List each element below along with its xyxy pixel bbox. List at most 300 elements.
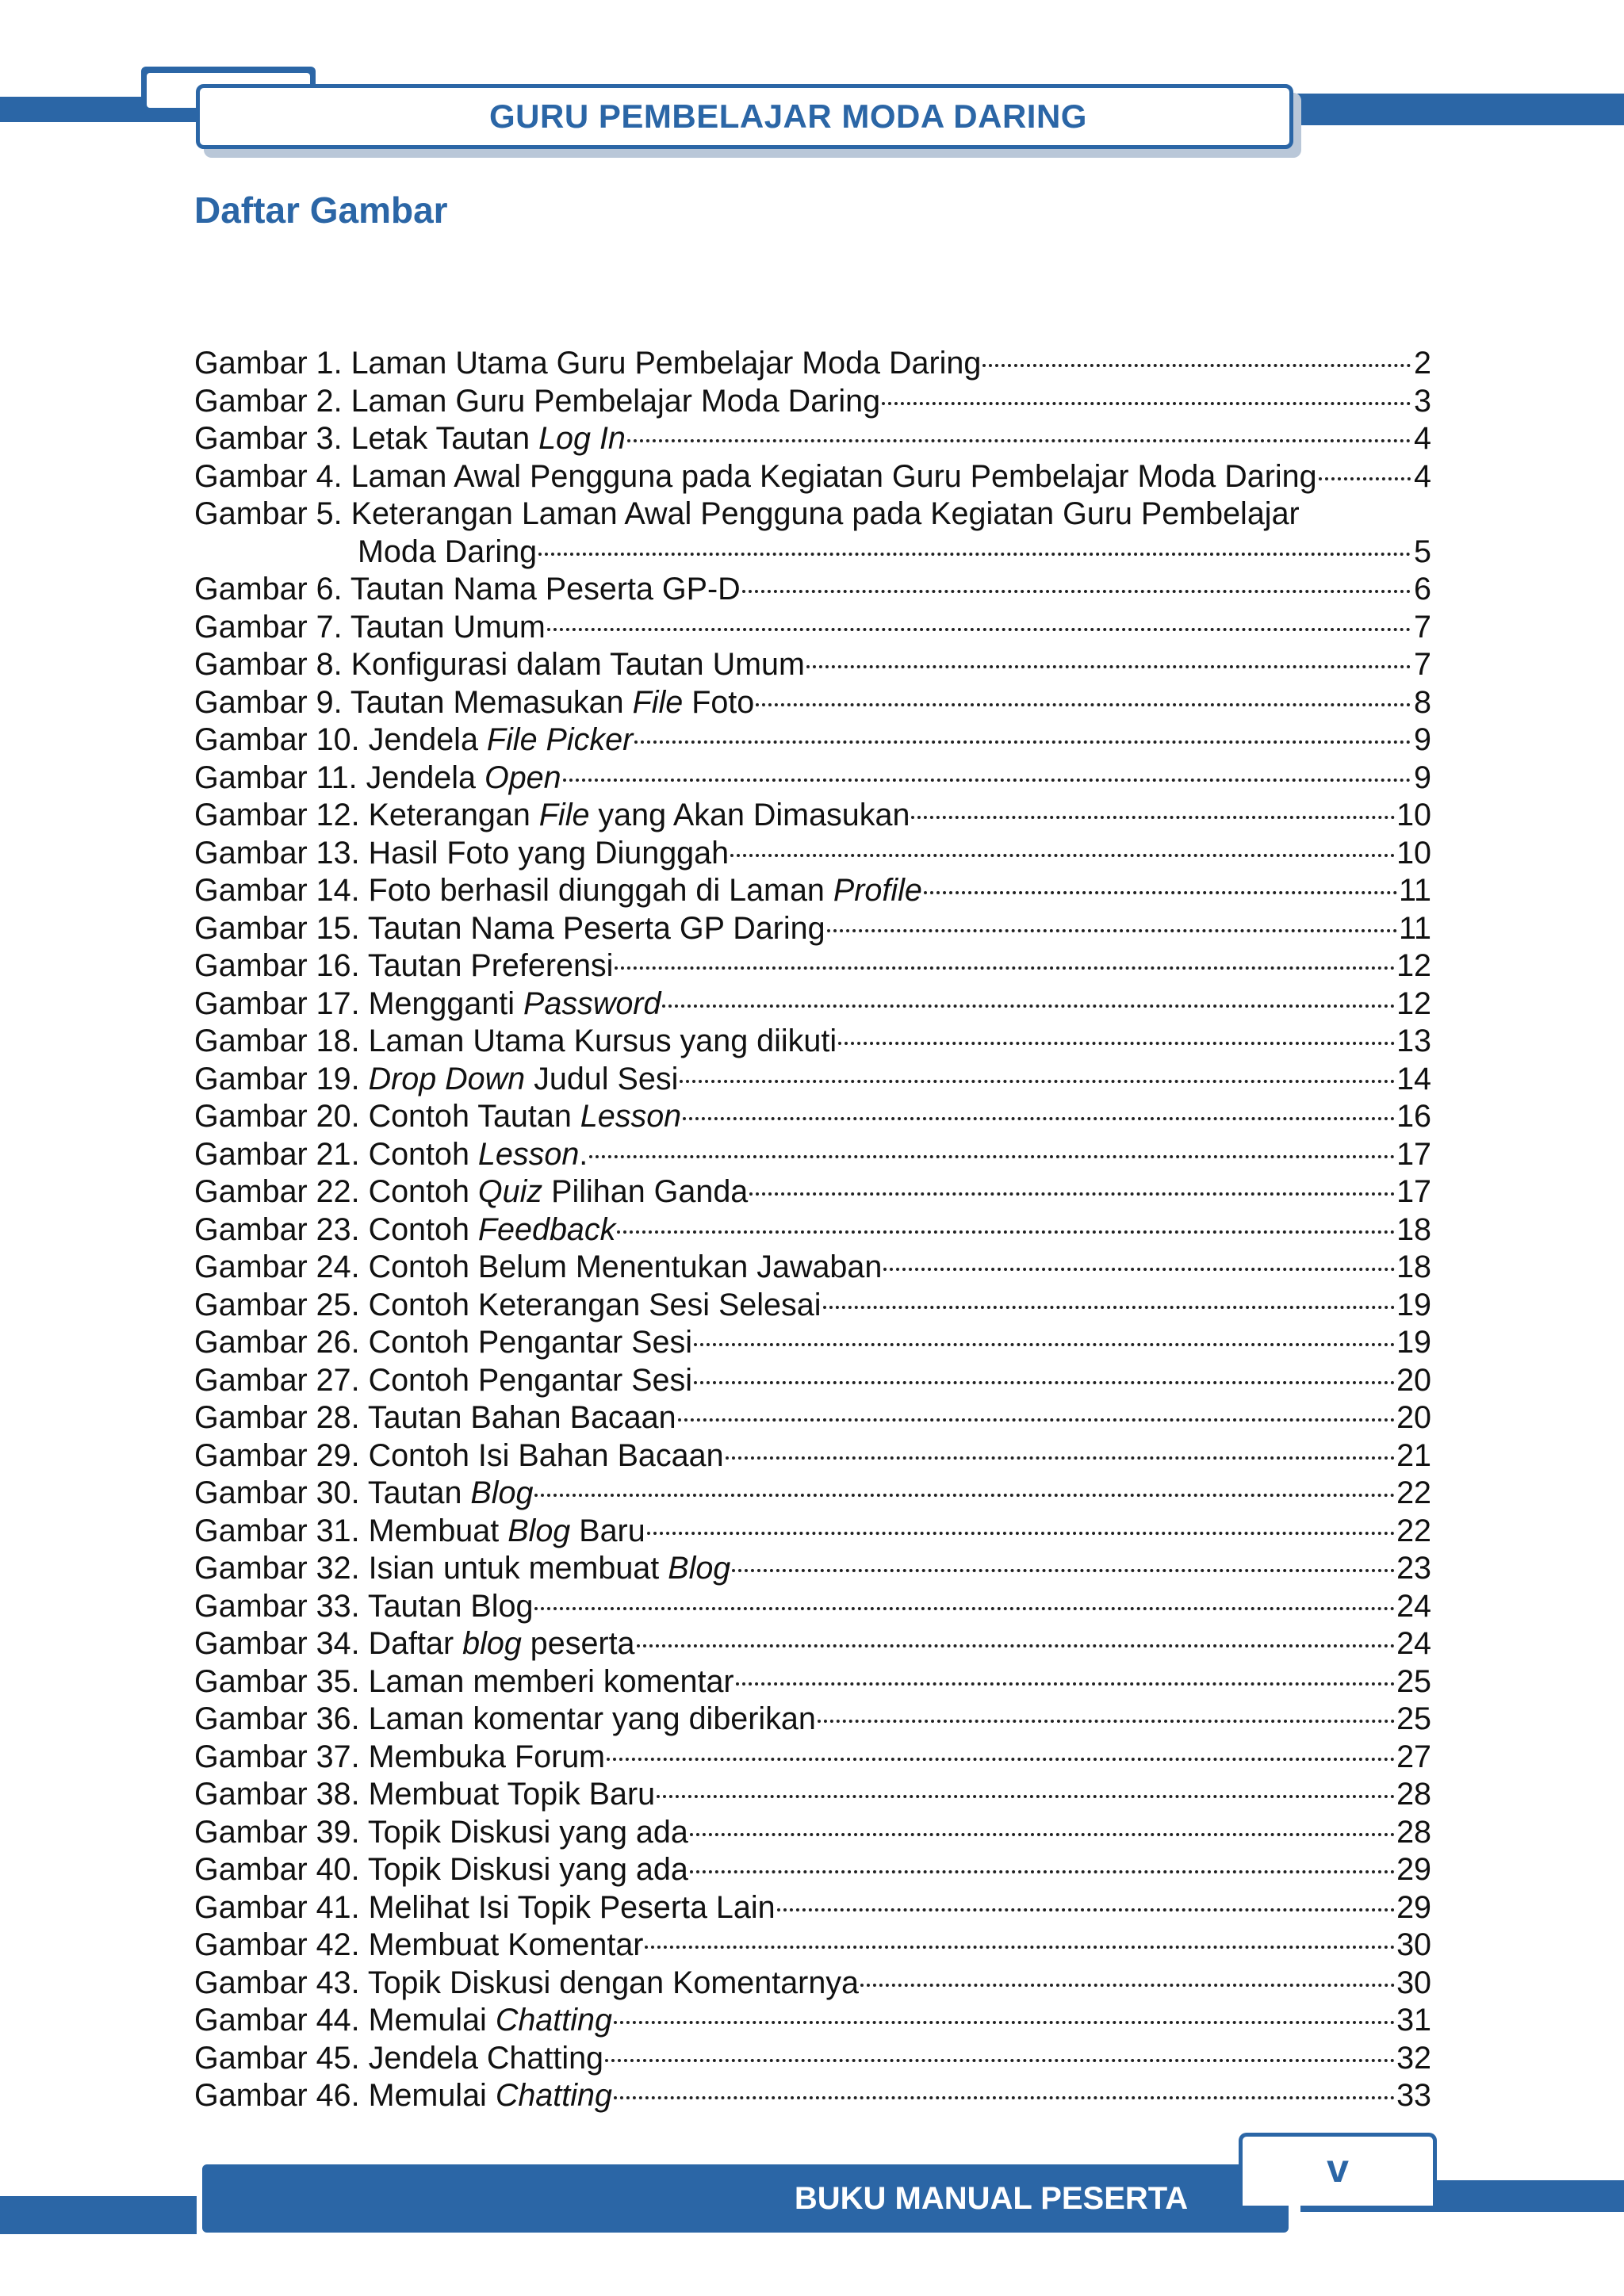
- toc-figure-number: Gambar 9.: [194, 684, 343, 720]
- toc-leader-dots: [615, 966, 1395, 970]
- toc-leader-dots: [534, 1607, 1395, 1610]
- toc-figure-number: Gambar 44.: [194, 2003, 360, 2038]
- toc-figure-number: Gambar 17.: [194, 985, 360, 1021]
- toc-page-number: 7: [1414, 609, 1431, 645]
- toc-page-number: 9: [1414, 760, 1431, 795]
- toc-figure-number: Gambar 23.: [194, 1211, 360, 1247]
- header-title: GURU PEMBELAJAR MODA DARING: [489, 98, 1087, 135]
- page-title: Daftar Gambar: [194, 189, 448, 231]
- toc-page-number: 24: [1396, 1588, 1431, 1624]
- toc-figure-number: Gambar 46.: [194, 2078, 360, 2113]
- toc-figure-number: Gambar 12.: [194, 798, 360, 832]
- toc-entry: [194, 1098, 1431, 1136]
- toc-entry: [194, 609, 1431, 647]
- toc-title-text: Laman Guru Pembelajar Moda Daring: [350, 383, 881, 419]
- toc-title-suffix: yang Akan Dimasukan: [589, 798, 910, 832]
- toc-entry-label: [194, 1701, 816, 1739]
- toc-page-number: 30: [1396, 1927, 1431, 1962]
- toc-entry-label: [194, 1061, 678, 1099]
- toc-figure-number: Gambar 43.: [194, 1965, 360, 2000]
- toc-figure-number: Gambar 29.: [194, 1437, 360, 1473]
- toc-leader-dots: [924, 891, 1397, 894]
- toc-entry: [194, 1513, 1431, 1551]
- toc-title-text: Hasil Foto yang Diunggah: [368, 835, 730, 871]
- toc-entry-label: [194, 2040, 603, 2078]
- toc-title-italic: Profile: [833, 873, 922, 908]
- toc-entry-label: [194, 383, 880, 421]
- toc-leader-dots: [647, 1532, 1395, 1535]
- toc-entry: [194, 1061, 1431, 1099]
- toc-title-text: Daftar: [368, 1626, 463, 1661]
- toc-entry: [194, 1211, 1431, 1249]
- toc-entry-label: [194, 1249, 882, 1287]
- toc-entry-label: [194, 1851, 688, 1889]
- toc-leader-dots: [818, 1720, 1395, 1723]
- toc-title-text: Membuat Topik Baru: [368, 1777, 656, 1812]
- toc-entry-label: [194, 1324, 692, 1362]
- toc-figure-number: Gambar 15.: [194, 910, 360, 946]
- toc-title-text: Keterangan: [368, 798, 539, 832]
- toc-page-number: 13: [1396, 1024, 1431, 1058]
- toc-figure-number: Gambar 33.: [194, 1588, 360, 1624]
- toc-leader-dots: [634, 740, 1411, 744]
- toc-leader-dots: [742, 590, 1411, 593]
- toc-entry: [194, 910, 1431, 948]
- toc-title-text: Contoh: [368, 1174, 478, 1209]
- toc-figure-number: Gambar 16.: [194, 948, 360, 983]
- toc-entry: [194, 646, 1431, 684]
- toc-page-number: 28: [1396, 1777, 1431, 1812]
- toc-page-number: 19: [1396, 1287, 1431, 1322]
- toc-figure-number: Gambar 24.: [194, 1249, 360, 1284]
- toc-leader-dots: [726, 1456, 1396, 1460]
- toc-page-number: 6: [1414, 572, 1431, 607]
- toc-entry-label: [194, 1776, 655, 1814]
- toc-entry-label: [194, 1889, 776, 1927]
- toc-entry-label: [194, 1588, 533, 1626]
- toc-figure-number: Gambar 1.: [194, 346, 343, 381]
- toc-title-text: Memulai: [368, 2003, 496, 2038]
- toc-figure-number: Gambar 13.: [194, 835, 360, 871]
- toc-title-text: Laman memberi komentar: [368, 1663, 734, 1699]
- toc-entry-label: [194, 910, 825, 948]
- toc-entry-label: [194, 1098, 681, 1136]
- toc-page-number: 30: [1396, 1965, 1431, 2000]
- toc-title-italic: File Picker: [486, 722, 634, 757]
- toc-entry: [194, 383, 1431, 421]
- toc-entry-label: [194, 420, 626, 458]
- toc-entry-label: [194, 571, 741, 609]
- toc-figure-number: Gambar 26.: [194, 1325, 360, 1360]
- toc-leader-dots: [838, 1042, 1395, 1045]
- toc-figure-number: Gambar 31.: [194, 1513, 360, 1548]
- toc-entry: [194, 797, 1431, 835]
- toc-entry-label: [194, 721, 633, 760]
- toc-title-suffix: Pilihan Ganda: [542, 1174, 749, 1209]
- toc-page-number: 22: [1396, 1475, 1431, 1510]
- toc-page-number: 10: [1396, 835, 1431, 871]
- toc-figure-number: Gambar 28.: [194, 1400, 360, 1435]
- toc-entry-label: [194, 1965, 859, 2003]
- toc-figure-number: Gambar 36.: [194, 1701, 360, 1736]
- toc-title-italic: Blog: [668, 1551, 731, 1586]
- toc-title-text: Laman komentar yang diberikan: [368, 1701, 816, 1736]
- toc-entry-label: [194, 2002, 612, 2040]
- toc-leader-dots: [563, 779, 1411, 782]
- toc-figure-number: Gambar 45.: [194, 2040, 360, 2076]
- toc-figure-number: Gambar 7.: [194, 609, 343, 645]
- toc-page-number: 20: [1396, 1362, 1431, 1398]
- toc-entry-label: [194, 1814, 688, 1852]
- toc-entry: [194, 1023, 1431, 1061]
- toc-figure-number: Gambar 4.: [194, 458, 343, 494]
- toc-leader-dots: [982, 364, 1411, 367]
- toc-page-number: 14: [1396, 1061, 1431, 1096]
- toc-page-number: 21: [1396, 1437, 1431, 1473]
- page-number: v: [1327, 2146, 1349, 2191]
- toc-figure-number: Gambar 34.: [194, 1626, 360, 1661]
- toc-entry: [194, 1889, 1431, 1927]
- toc-title-text: Laman Utama Guru Pembelajar Moda Daring: [350, 346, 982, 381]
- toc-entry-label: [194, 760, 561, 798]
- toc-title-italic: Lesson: [580, 1099, 682, 1134]
- toc-title-text: Contoh Isi Bahan Bacaan: [368, 1437, 724, 1473]
- toc-leader-dots: [806, 665, 1411, 668]
- toc-leader-dots: [827, 929, 1397, 932]
- toc-title-text: Tautan Bahan Bacaan: [367, 1400, 676, 1435]
- toc-entry: [194, 1362, 1431, 1400]
- toc-leader-dots: [777, 1908, 1395, 1911]
- toc-page-number: 10: [1396, 798, 1431, 832]
- toc-page-number: 18: [1396, 1211, 1431, 1247]
- toc-figure-number: Gambar 8.: [194, 647, 343, 682]
- toc-title-italic: Open: [484, 760, 561, 795]
- toc-entry: [194, 1287, 1431, 1325]
- toc-figure-number: Gambar 10.: [194, 722, 360, 757]
- toc-leader-dots: [882, 402, 1411, 405]
- toc-page-number: 32: [1396, 2040, 1431, 2076]
- toc-title-text: Contoh Belum Menentukan Jawaban: [368, 1249, 883, 1284]
- toc-leader-dots: [657, 1795, 1395, 1798]
- toc-title-suffix: Baru: [570, 1513, 645, 1548]
- toc-title-text: Contoh Pengantar Sesi: [368, 1325, 693, 1360]
- toc-entry-label: [194, 1513, 645, 1551]
- toc-entry-label: [194, 458, 1317, 496]
- toc-title-italic: Password: [523, 985, 661, 1021]
- toc-entry: [194, 1475, 1431, 1513]
- toc-entry: [194, 1851, 1431, 1889]
- toc-figure-number: Gambar 22.: [194, 1174, 360, 1209]
- toc-title-italic: Chatting: [495, 2003, 612, 2038]
- toc-entry: [194, 721, 1431, 760]
- toc-page-number: 4: [1414, 458, 1431, 494]
- toc-title-italic: Quiz: [477, 1174, 543, 1209]
- toc-entry: [194, 571, 1431, 609]
- toc-entry: [194, 1588, 1431, 1626]
- toc-entry: [194, 534, 1431, 572]
- toc-leader-dots: [637, 1644, 1396, 1647]
- toc-page-number: 18: [1396, 1249, 1431, 1284]
- toc-title-suffix: Foto: [683, 684, 755, 720]
- toc-title-text: Tautan Blog: [367, 1588, 534, 1624]
- toc-entry-label: [194, 947, 613, 985]
- toc-page-number: 33: [1396, 2078, 1431, 2113]
- toc-entry-label: [194, 345, 981, 383]
- toc-entry: [194, 1625, 1431, 1663]
- toc-title-text: Tautan Preferensi: [367, 948, 614, 983]
- toc-entry: [194, 1663, 1431, 1701]
- toc-title-italic: blog: [462, 1626, 522, 1661]
- toc-title-text: Foto berhasil diunggah di Laman: [368, 873, 833, 908]
- toc-entry-label: [194, 646, 805, 684]
- toc-entry-label: [194, 1550, 730, 1588]
- toc-entry: [194, 496, 1431, 534]
- toc-title-text: Mengganti: [368, 985, 523, 1021]
- toc-entry-label: [194, 1663, 734, 1701]
- toc-page-number: 17: [1396, 1136, 1431, 1172]
- toc-entry-label: [194, 684, 754, 722]
- toc-entry: [194, 345, 1431, 383]
- toc-figure-number: Gambar 6.: [194, 572, 343, 607]
- toc-entry: [194, 1399, 1431, 1437]
- toc-title-text: Topik Diskusi yang ada: [367, 1814, 688, 1850]
- toc-title-italic: Blog: [508, 1513, 571, 1548]
- toc-title-text: Laman Utama Kursus yang diikuti: [368, 1024, 837, 1058]
- toc-entry: [194, 985, 1431, 1024]
- toc-leader-dots: [732, 1569, 1395, 1572]
- toc-entry-label: [194, 985, 661, 1024]
- toc-leader-dots: [538, 553, 1411, 556]
- toc-entry: [194, 1550, 1431, 1588]
- toc-figure-number: Gambar 38.: [194, 1777, 360, 1812]
- toc-page-number: 23: [1396, 1551, 1431, 1586]
- toc-figure-number: Gambar 40.: [194, 1852, 360, 1887]
- toc-entry-label: [194, 1739, 605, 1777]
- toc-page-number: 2: [1414, 346, 1431, 381]
- toc-title-suffix: peserta: [521, 1626, 635, 1661]
- toc-leader-dots: [680, 1080, 1395, 1083]
- toc-leader-dots: [645, 1946, 1395, 1949]
- toc-title-italic: Drop Down: [368, 1061, 526, 1096]
- toc-leader-dots: [589, 1155, 1395, 1158]
- toc-leader-dots: [911, 816, 1395, 819]
- toc-entry-label: [194, 872, 922, 910]
- toc-page-number: 29: [1396, 1889, 1431, 1925]
- toc-page-number: 3: [1414, 383, 1431, 419]
- footer-title: BUKU MANUAL PESERTA: [794, 2180, 1189, 2216]
- toc-page-number: 20: [1396, 1400, 1431, 1435]
- toc-title-text: Laman Awal Pengguna pada Kegiatan Guru Pembelajar Moda Daring: [350, 458, 1317, 494]
- toc-figure-number: Gambar 18.: [194, 1024, 360, 1058]
- toc-title-text: Contoh Pengantar Sesi: [368, 1362, 693, 1398]
- toc-title-text: Tautan Nama Peserta GP Daring: [367, 910, 825, 946]
- toc-figure-number: Gambar 27.: [194, 1362, 360, 1398]
- toc-title-italic: File: [538, 798, 590, 832]
- toc-entry: [194, 835, 1431, 873]
- toc-entry-label: [194, 1136, 588, 1174]
- toc-page-number: 16: [1396, 1099, 1431, 1134]
- toc-leader-dots: [662, 1004, 1395, 1008]
- toc-leader-dots: [749, 1192, 1395, 1196]
- toc-title-text: Tautan Umum: [350, 609, 546, 645]
- toc-title-text: Contoh: [368, 1211, 478, 1247]
- toc-entry: [194, 420, 1431, 458]
- toc-page-number: 19: [1396, 1325, 1431, 1360]
- toc-leader-dots: [605, 2059, 1395, 2062]
- toc-title-italic: Lesson: [477, 1136, 580, 1172]
- toc-entry-label: [194, 1211, 615, 1249]
- toc-title-text: Contoh Keterangan Sesi Selesai: [368, 1287, 822, 1322]
- toc-page-number: 28: [1396, 1814, 1431, 1850]
- toc-figure-number: Gambar 41.: [194, 1889, 360, 1925]
- toc-page-number: 5: [1414, 534, 1431, 569]
- toc-title-text: Keterangan Laman Awal Pengguna pada Kegiatan Guru Pembelajar: [350, 496, 1300, 531]
- toc-title-italic: Chatting: [495, 2078, 612, 2113]
- toc-leader-dots: [860, 1984, 1395, 1987]
- toc-page-number: 25: [1396, 1701, 1431, 1736]
- toc-title-text: Jendela: [368, 722, 487, 757]
- toc-figure-number: Gambar 14.: [194, 873, 360, 908]
- toc-title-italic: File: [632, 684, 684, 720]
- toc-figure-number: Gambar 20.: [194, 1099, 360, 1134]
- toc-leader-dots: [756, 703, 1411, 706]
- toc-figure-number: Gambar 5.: [194, 496, 343, 531]
- toc-entry: [194, 1324, 1431, 1362]
- toc-entry-label: [194, 1399, 676, 1437]
- toc-page-number: 12: [1396, 948, 1431, 983]
- toc-figure-number: Gambar 35.: [194, 1663, 360, 1699]
- toc-entry-label: [194, 797, 910, 835]
- toc-title-text: Topik Diskusi dengan Komentarnya: [367, 1965, 860, 2000]
- toc-page-number: 27: [1396, 1739, 1431, 1774]
- toc-title-text: Membuka Forum: [368, 1739, 606, 1774]
- list-of-figures: [194, 345, 1431, 2115]
- toc-title-text: Membuat: [368, 1513, 508, 1548]
- toc-figure-number: Gambar 25.: [194, 1287, 360, 1322]
- toc-entry-label: [194, 1362, 692, 1400]
- toc-entry: [194, 872, 1431, 910]
- toc-figure-number: Gambar 42.: [194, 1927, 360, 1962]
- toc-title-text: Membuat Komentar: [368, 1927, 644, 1962]
- toc-page-number: 29: [1396, 1852, 1431, 1887]
- toc-leader-dots: [694, 1343, 1395, 1346]
- toc-entry: [194, 947, 1431, 985]
- toc-title-text: Memulai: [368, 2078, 496, 2113]
- toc-figure-number: Gambar 21.: [194, 1136, 360, 1172]
- toc-title-text: Letak Tautan: [350, 421, 539, 456]
- toc-leader-dots: [690, 1833, 1395, 1836]
- toc-entry-label: [194, 835, 729, 873]
- toc-title-italic: Log In: [538, 421, 626, 456]
- toc-page-number: 12: [1396, 985, 1431, 1021]
- toc-figure-number: Gambar 19.: [194, 1061, 360, 1096]
- toc-title-text: Konfigurasi dalam Tautan Umum: [350, 647, 805, 682]
- toc-figure-number: Gambar 30.: [194, 1475, 360, 1510]
- toc-leader-dots: [1319, 477, 1411, 480]
- toc-title-italic: Blog: [470, 1475, 534, 1510]
- toc-entry: [194, 684, 1431, 722]
- toc-leader-dots: [823, 1306, 1396, 1309]
- toc-leader-dots: [736, 1682, 1395, 1686]
- toc-leader-dots: [730, 854, 1395, 857]
- toc-entry: [194, 1927, 1431, 1965]
- toc-figure-number: Gambar 39.: [194, 1814, 360, 1850]
- toc-entry-label: [194, 534, 537, 572]
- toc-title-text: Isian untuk membuat: [368, 1551, 668, 1586]
- toc-entry-label: [194, 1475, 533, 1513]
- toc-leader-dots: [627, 439, 1411, 442]
- toc-title-suffix: .: [579, 1136, 588, 1172]
- toc-entry: [194, 1701, 1431, 1739]
- toc-entry-label: [194, 1437, 724, 1475]
- toc-entry-label: [194, 1023, 837, 1061]
- toc-page-number: 7: [1414, 647, 1431, 682]
- toc-entry-label: [194, 1927, 643, 1965]
- toc-page-number: 9: [1414, 722, 1431, 757]
- toc-title-text: Tautan Nama Peserta GP-D: [350, 572, 741, 607]
- toc-figure-number: Gambar 37.: [194, 1739, 360, 1774]
- toc-leader-dots: [617, 1230, 1395, 1234]
- toc-page-number: 4: [1414, 421, 1431, 456]
- toc-leader-dots: [607, 1758, 1395, 1761]
- toc-entry: [194, 2002, 1431, 2040]
- toc-leader-dots: [690, 1870, 1395, 1873]
- toc-entry: [194, 458, 1431, 496]
- toc-entry: [194, 1814, 1431, 1852]
- toc-page-number: 8: [1414, 684, 1431, 720]
- toc-entry: [194, 1249, 1431, 1287]
- toc-leader-dots: [678, 1418, 1395, 1422]
- toc-page-number: 17: [1396, 1174, 1431, 1209]
- toc-entry: [194, 760, 1431, 798]
- toc-entry: [194, 1739, 1431, 1777]
- toc-entry-label: [194, 609, 546, 647]
- toc-title-text: Contoh Tautan: [368, 1099, 580, 1134]
- toc-page-number: 11: [1398, 873, 1431, 908]
- toc-figure-number: Gambar 11.: [194, 760, 358, 795]
- toc-entry-label: [194, 1173, 748, 1211]
- toc-title-text: Jendela Chatting: [368, 2040, 604, 2076]
- toc-page-number: 22: [1396, 1513, 1431, 1548]
- toc-title-text: Melihat Isi Topik Peserta Lain: [368, 1889, 776, 1925]
- toc-leader-dots: [547, 628, 1411, 631]
- toc-title-text: Contoh: [368, 1136, 478, 1172]
- toc-page-number: 25: [1396, 1663, 1431, 1699]
- toc-page-number: 24: [1396, 1626, 1431, 1661]
- toc-entry: [194, 1136, 1431, 1174]
- toc-page-number: 11: [1398, 910, 1431, 946]
- toc-title-text: Tautan Memasukan: [350, 684, 633, 720]
- toc-figure-number: Gambar 3.: [194, 421, 343, 456]
- toc-entry-label: [194, 1625, 635, 1663]
- toc-entry-label: [194, 496, 1300, 534]
- toc-figure-number: Gambar 2.: [194, 383, 343, 419]
- toc-entry-label: [194, 1287, 822, 1325]
- toc-figure-number: Gambar 32.: [194, 1551, 360, 1586]
- toc-leader-dots: [694, 1381, 1395, 1384]
- toc-title-text: Topik Diskusi yang ada: [367, 1852, 688, 1887]
- toc-title-text: Jendela: [366, 760, 485, 795]
- toc-leader-dots: [683, 1117, 1395, 1120]
- toc-entry: [194, 2040, 1431, 2078]
- toc-entry: [194, 1776, 1431, 1814]
- toc-leader-dots: [883, 1268, 1395, 1271]
- toc-title-text: Tautan: [367, 1475, 471, 1510]
- toc-title-text: Moda Daring: [358, 534, 538, 569]
- toc-entry: [194, 1965, 1431, 2003]
- toc-leader-dots: [614, 2021, 1395, 2024]
- toc-page-number: 31: [1396, 2003, 1431, 2038]
